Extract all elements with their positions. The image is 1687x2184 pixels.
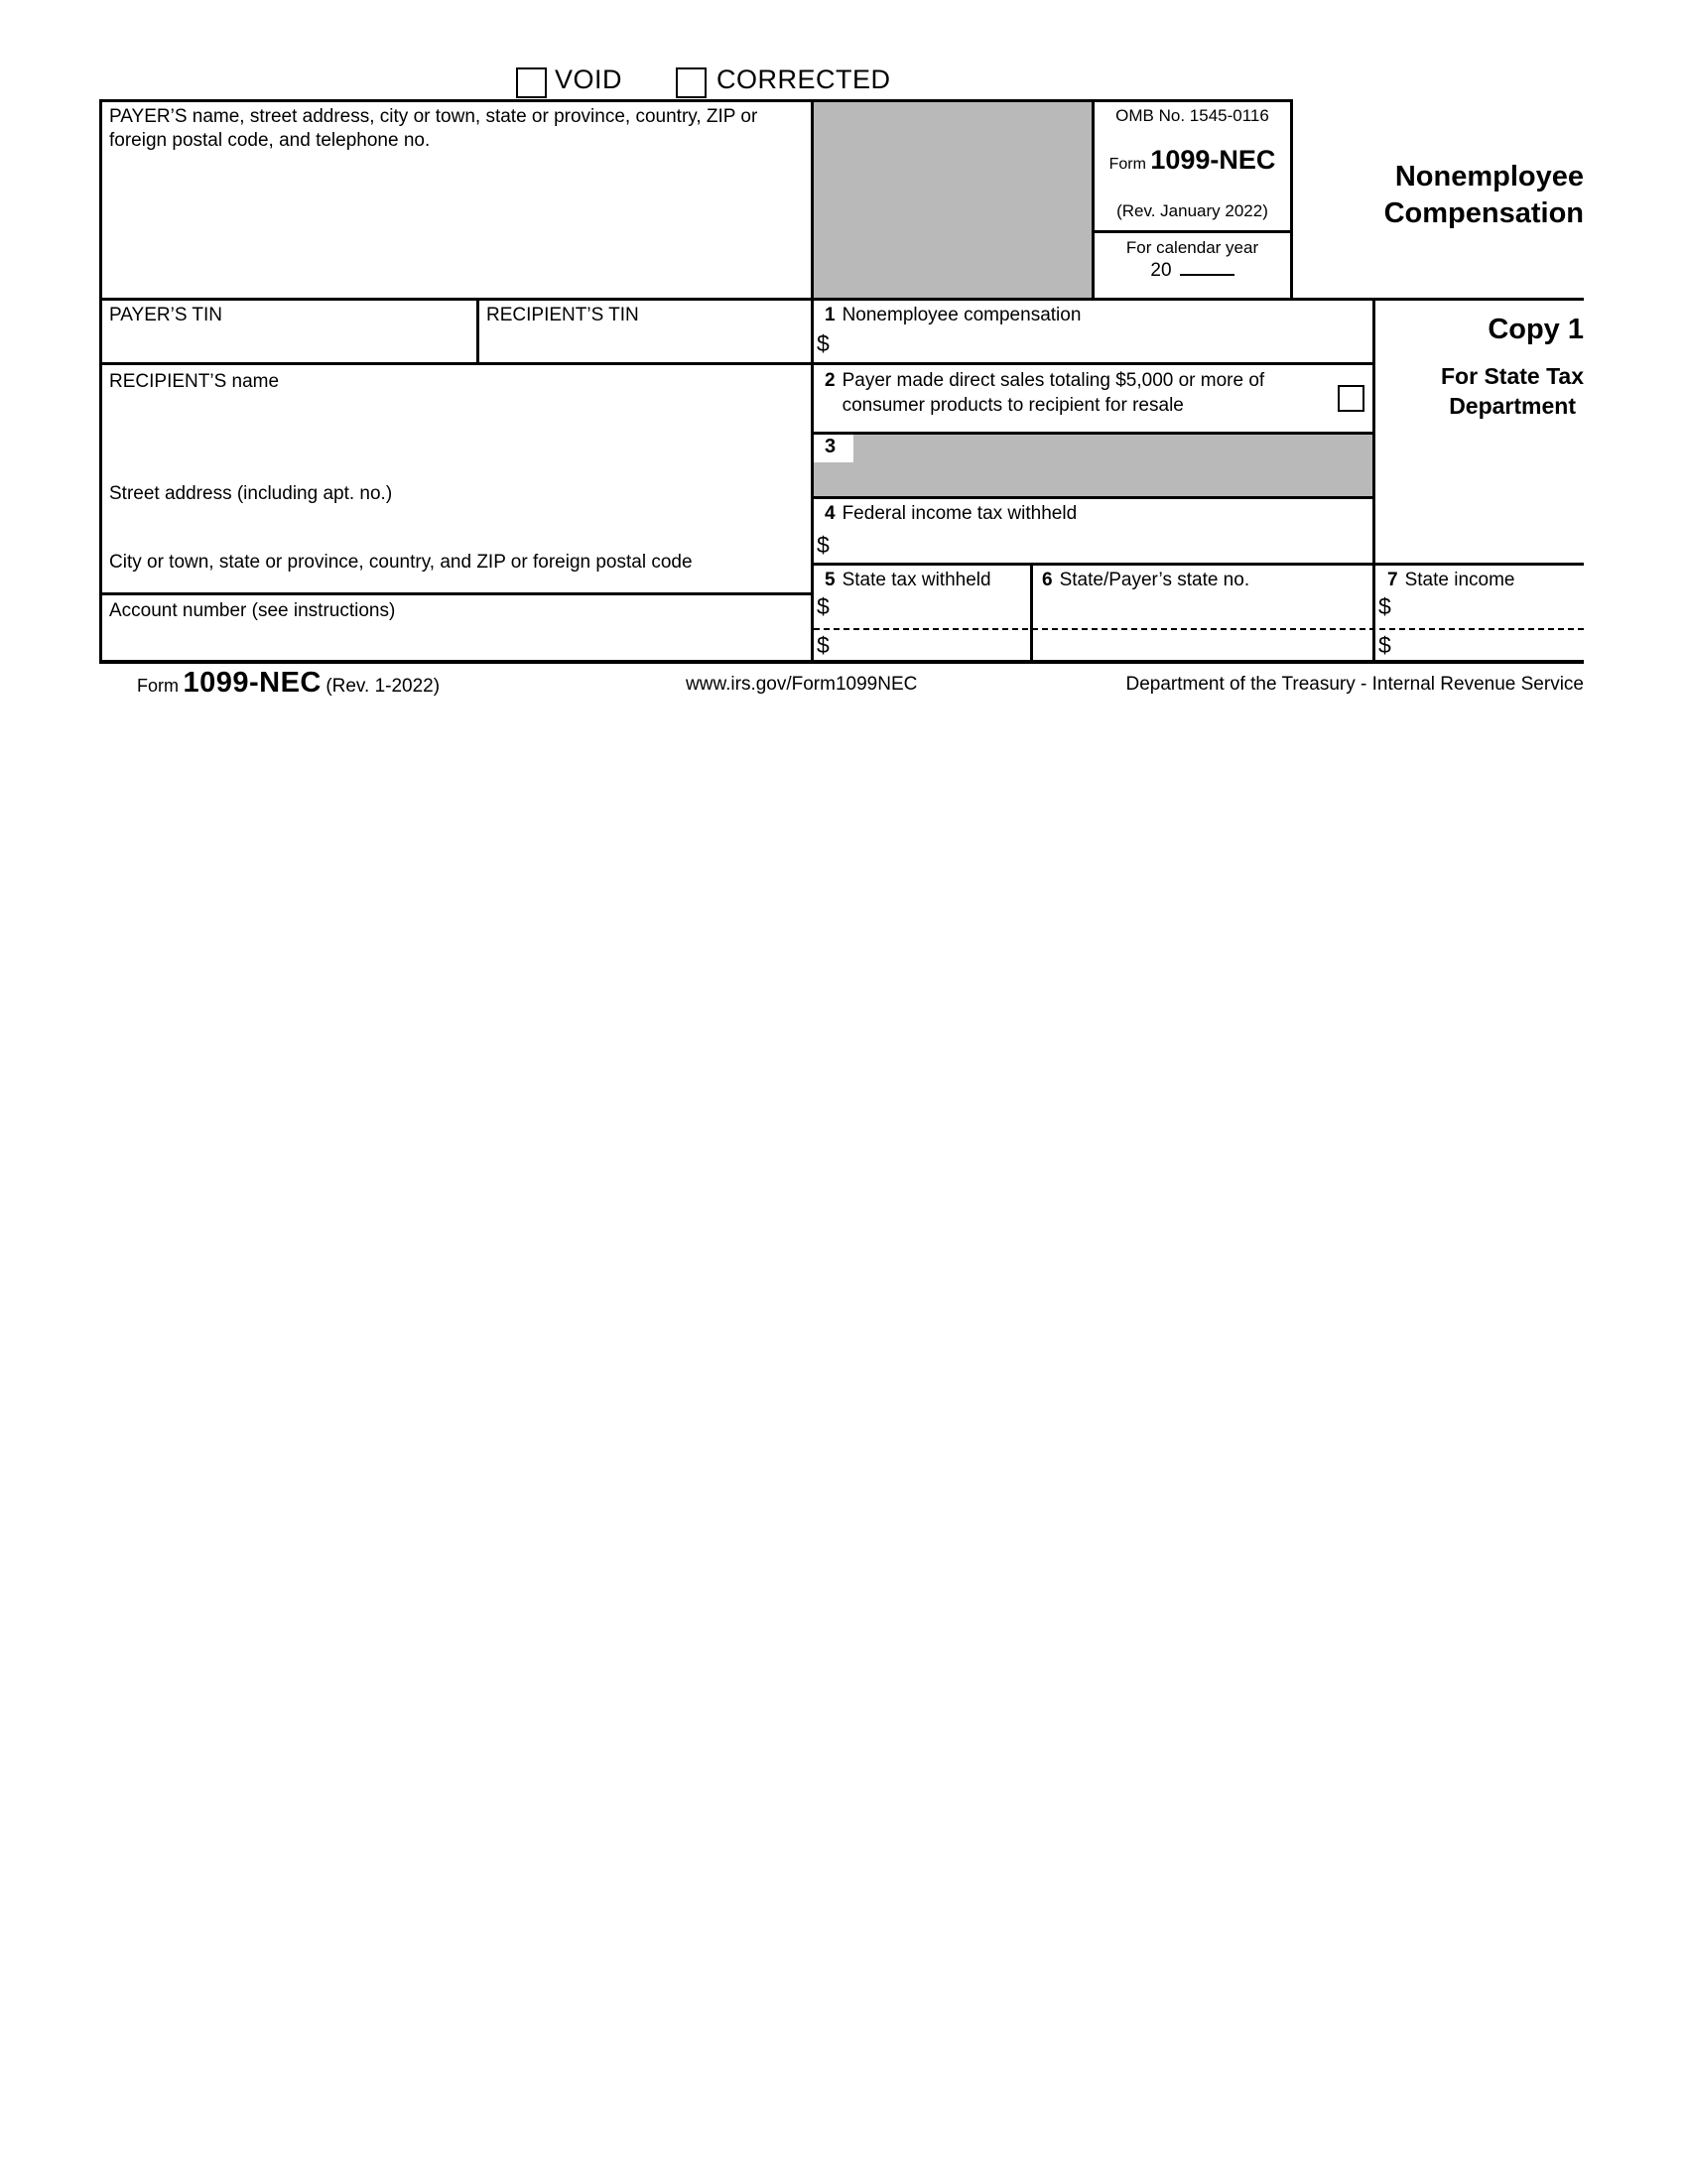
state-row-dashed-divider: [814, 628, 1584, 630]
footer-department: Department of the Treasury - Internal Revenue Service: [1125, 674, 1584, 695]
box7-label: 7 State income: [1387, 570, 1515, 590]
box3-number: 3: [825, 436, 837, 457]
box1-number: 1: [825, 305, 836, 325]
account-box-top-border: [99, 592, 811, 595]
void-label: VOID: [555, 64, 623, 94]
box5-label: 5 State tax withheld: [825, 570, 991, 590]
header-shaded-area: [814, 102, 1092, 298]
box2-checkbox[interactable]: [1338, 385, 1364, 412]
box5-dollar-bottom: $: [817, 632, 830, 658]
calendar-year-label: For calendar year: [1125, 238, 1259, 257]
footer-form-word: Form: [137, 676, 179, 696]
box3-bottom-border: [811, 496, 1375, 499]
box2-label: 2 Payer made direct sales totaling $5,000 or more of consumer products to recipient for resale: [825, 370, 1265, 416]
account-number-label: Account number (see instructions): [109, 600, 396, 621]
form-revision: (Rev. January 2022): [1116, 201, 1268, 220]
box5-number: 5: [825, 570, 836, 590]
footer-url[interactable]: www.irs.gov/Form1099NEC: [686, 674, 918, 695]
city-label: City or town, state or province, country, and ZIP or foreign postal code: [109, 552, 693, 573]
center-column-border: [811, 99, 814, 663]
box4-bottom-border: [811, 563, 1584, 566]
form-title: [1384, 159, 1584, 232]
box4-label: 4 Federal income tax withheld: [825, 503, 1078, 524]
header-row-bottom-border: [99, 298, 1584, 301]
copy-for-block: [1441, 361, 1584, 421]
footer-form-id: [137, 667, 440, 700]
form-bottom-border: [99, 660, 1584, 664]
box7-dollar-bottom: $: [1378, 632, 1391, 658]
box6-label: 6 State/Payer’s state no.: [1042, 570, 1250, 590]
recipient-tin-label: RECIPIENT’S TIN: [486, 305, 639, 325]
form-title-line1: Nonemployee: [1394, 161, 1584, 193]
box7-number: 7: [1387, 570, 1398, 590]
footer-revision: (Rev. 1-2022): [325, 676, 441, 697]
corrected-checkbox[interactable]: [676, 67, 707, 98]
box3-number-chip: [814, 435, 853, 462]
box5-box6-divider: [1030, 563, 1033, 660]
box2-number: 2: [825, 370, 836, 391]
omb-box-right-border: [1290, 99, 1293, 298]
box7-dollar-top: $: [1378, 593, 1391, 619]
payer-info-label: PAYER’S name, street address, city or town, state or province, country, ZIP or foreign postal code, and telephone no.: [109, 106, 758, 151]
footer-form-number: 1099-NEC: [183, 667, 322, 699]
form-number-block: [1095, 145, 1290, 176]
form-number: 1099-NEC: [1150, 145, 1276, 175]
tin-row-bottom-border: [99, 362, 1375, 365]
calendar-year-prefix: 20: [1150, 260, 1172, 281]
calendar-year-blank[interactable]: [1180, 274, 1234, 276]
box4-dollar-sign: $: [817, 532, 830, 558]
omb-number: OMB No. 1545-0116: [1115, 106, 1269, 125]
form-title-line2: Compensation: [1383, 197, 1584, 229]
box6-number: 6: [1042, 570, 1053, 590]
right-column-border: [1372, 298, 1375, 663]
calendar-year-entry: [1095, 260, 1290, 282]
box5-dollar-top: $: [817, 593, 830, 619]
form-left-border: [99, 99, 102, 663]
payer-tin-label: PAYER’S TIN: [109, 305, 223, 325]
void-checkbox[interactable]: [516, 67, 547, 98]
form-word: Form: [1108, 156, 1146, 173]
box1-label: 1 Nonemployee compensation: [825, 305, 1082, 325]
copy-for-line1: For State Tax: [1441, 363, 1584, 389]
box3-shaded-area: [814, 435, 1372, 496]
copy-name: Copy 1: [1488, 314, 1584, 345]
recipient-name-label: RECIPIENT’S name: [109, 371, 280, 392]
street-address-label: Street address (including apt. no.): [109, 483, 393, 504]
omb-box-divider: [1092, 230, 1293, 233]
corrected-label: CORRECTED: [716, 64, 891, 94]
box4-number: 4: [825, 503, 836, 524]
box2-bottom-border: [811, 432, 1375, 435]
tin-divider: [476, 298, 479, 362]
copy-for-line2: Department: [1449, 393, 1576, 419]
box1-dollar-sign: $: [817, 330, 830, 356]
form-top-border: [99, 99, 1293, 102]
